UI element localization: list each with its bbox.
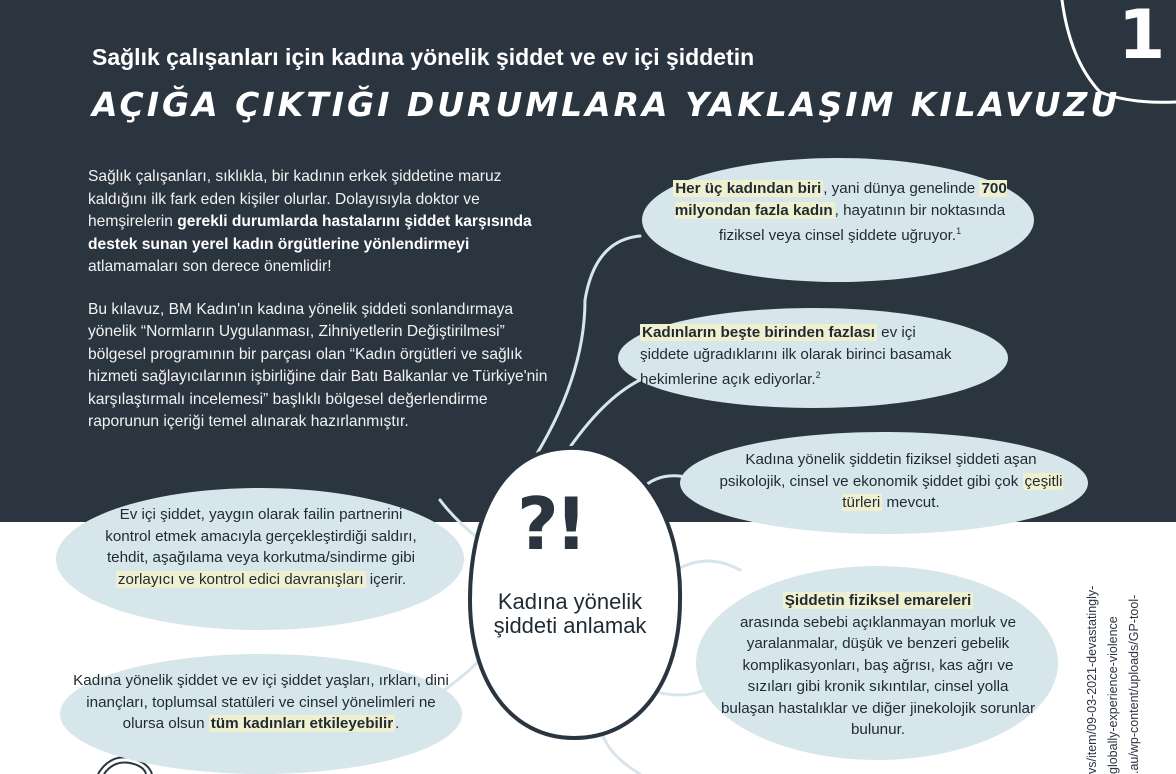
intro-paragraph-2: Bu kılavuz, BM Kadın'ın kadına yönelik şiddeti sonlandırmaya yönelik “Normların Uygulanması, Zihniyetlerin Değiştirilmesi” bölgesel programının bir parçası olan “Kadın örgütleri ve sağlık hizmeti sağlayıcılarının işbirliğine dair Batı Balkanlar ve Türkiye'nin karşılaştırmalı incelemesi” başlıklı bölgesel değerlendirme raporunun içeriği temel alınarak hazırlanmıştır. [88,300,548,430]
side-references [1074,552,1144,774]
page-title: AÇIĞA ÇIKTIĞI DURUMLARA YAKLAŞIM KILAVUZU [92,85,1121,124]
subtitle: Sağlık çalışanları için kadına yönelik şiddet ve ev içi şiddetin [92,44,755,70]
intro-text [88,166,556,454]
reference-line-1: vs/item/09-03-2021-devastatingly- [1085,585,1099,774]
stat-text-one-in-five: Kadınların beşte birinden fazlası ev içi şiddete uğradıklarını ilk olarak birinci basamak hekimlerine açık ediyorlar.$^2$ [640,324,952,389]
stat-text-one-in-three: Her üç kadından biri , yani dünya genelinde 700 milyondan fazla kadın , hayatının bir noktasında fiziksel veya cinsel şiddete uğruyor.$^1$ [674,180,1007,245]
physical-signs-text: Şiddetin fiziksel emareleri arasında sebebi açıklanmayan morluk ve yaralanmalar, düşük ve benzeri gebelik komplikasyonları, baş ağrısı, kas ağrı ve sızıları gibi kronik sıkıntılar, cinsel yolla bulaşan hastalıklar ve diğer jinekolojik sorunlar bulunur. [720,592,1036,738]
types-text: Kadına yönelik şiddetin fiziksel şiddeti aşan psikolojik, cinsel ve ekonomik şiddet gibi çok çeşitli türleri mevcut. [719,451,1063,511]
intro-paragraph-1: Sağlık çalışanları, sıklıkla, bir kadının erkek şiddetine maruz kaldığını ilk fark eden kişiler olurlar. Dolayısıyla doktor ve hemşirelerin gerekli durumlarda hastalarını şiddet karşısında destek sunan yerel kadın örgütlerine yönlendirmeyi atlamamaları son derece önemlidir! [88,168,532,275]
reference-line-3: .au/wp-content/uploads/GP-tool- [1127,594,1141,774]
center-label: Kadına yönelik şiddeti anlamak [493,589,647,638]
reference-line-2: globally-experience-violence [1106,616,1120,774]
all-women-text: Kadına yönelik şiddet ve ev içi şiddet yaşları, ırkları, dini inançları, toplumsal statüleri ve cinsel yönelimleri ne olursa olsun tüm kadınları etkileyebilir . [73,672,449,732]
question-exclamation-icon: ?! [517,482,584,566]
page-number: 1 [1118,0,1166,75]
domestic-violence-text: Ev içi şiddet, yaygın olarak failin partnerini kontrol etmek amacıyla gerçekleştirdiği saldırı, tehdit, aşağılama veya korkutma/sindirme gibi zorlayıcı ve kontrol edici davranışları içerir. [105,506,417,588]
